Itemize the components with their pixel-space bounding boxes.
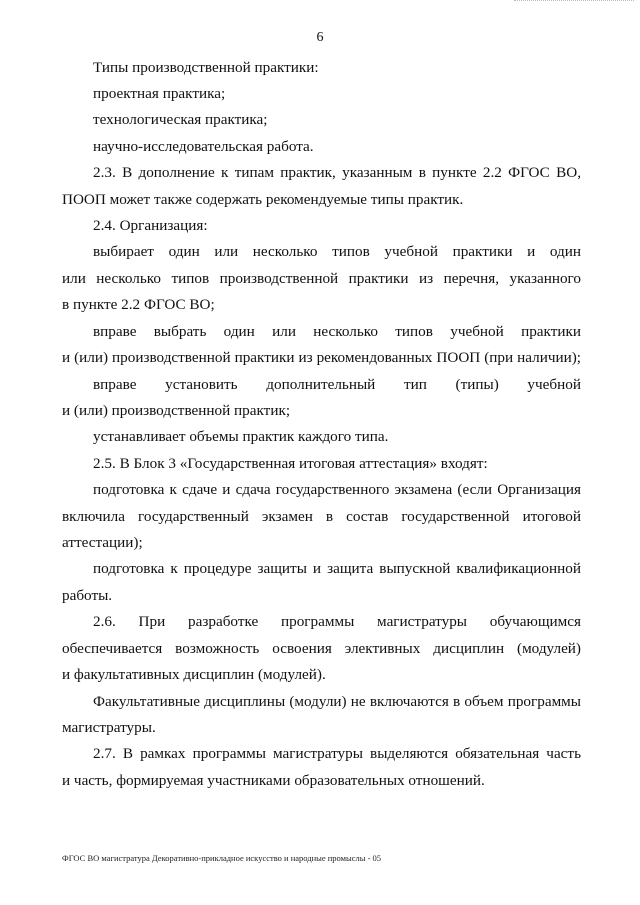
- text-line: Факультативные дисциплины (модули) не включаются в объем программы: [93, 693, 581, 710]
- text-line: или несколько типов производственной практики из перечня, указанного: [62, 270, 581, 287]
- text-line: включила государственный экзамен в состав государственной итоговой: [62, 508, 581, 525]
- text-line: подготовка к сдаче и сдача государственного экзамена (если Организация: [93, 481, 581, 498]
- text-line: работы.: [62, 587, 113, 604]
- text-line: обеспечивается возможность освоения элективных дисциплин (модулей): [62, 640, 581, 657]
- text-line: вправе выбрать один или несколько типов учебной практики: [93, 323, 581, 340]
- text-line: 2.5. В Блок 3 «Государственная итоговая аттестация» входят:: [93, 455, 488, 472]
- text-line: 2.7. В рамках программы магистратуры выделяются обязательная часть: [93, 745, 581, 762]
- text-line: в пункте 2.2 ФГОС ВО;: [62, 296, 215, 313]
- text-line: технологическая практика;: [93, 111, 268, 128]
- text-line: и (или) производственной практики из рекомендованных ПООП (при наличии);: [62, 349, 581, 366]
- page-footer: ФГОС ВО магистратура Декоративно-прикладное искусство и народные промыслы - 05: [62, 853, 382, 863]
- text-line: проектная практика;: [93, 85, 226, 102]
- scan-corner-mark: [514, 0, 634, 4]
- text-line: ПООП может также содержать рекомендуемые типы практик.: [62, 191, 464, 208]
- text-line: устанавливает объемы практик каждого типа.: [93, 428, 389, 445]
- text-line: 2.6. При разработке программы магистратуры обучающимся: [93, 613, 581, 630]
- text-line: выбирает один или несколько типов учебной практики и один: [93, 243, 581, 260]
- page-number: 6: [316, 30, 324, 45]
- text-line: магистратуры.: [62, 719, 156, 736]
- text-line: и факультативных дисциплин (модулей).: [62, 666, 326, 683]
- text-line: аттестации);: [62, 534, 143, 551]
- text-line: Типы производственной практики:: [93, 59, 319, 76]
- text-line: и часть, формируемая участниками образовательных отношений.: [62, 772, 485, 789]
- text-line: подготовка к процедуре защиты и защита выпускной квалификационной: [93, 560, 581, 577]
- text-line: вправе установить дополнительный тип (типы) учебной: [93, 376, 581, 393]
- text-line: научно-исследовательская работа.: [93, 138, 314, 155]
- text-line: 2.4. Организация:: [93, 217, 208, 234]
- text-line: 2.3. В дополнение к типам практик, указанным в пункте 2.2 ФГОС ВО,: [93, 164, 581, 181]
- text-line: и (или) производственной практик;: [62, 402, 291, 419]
